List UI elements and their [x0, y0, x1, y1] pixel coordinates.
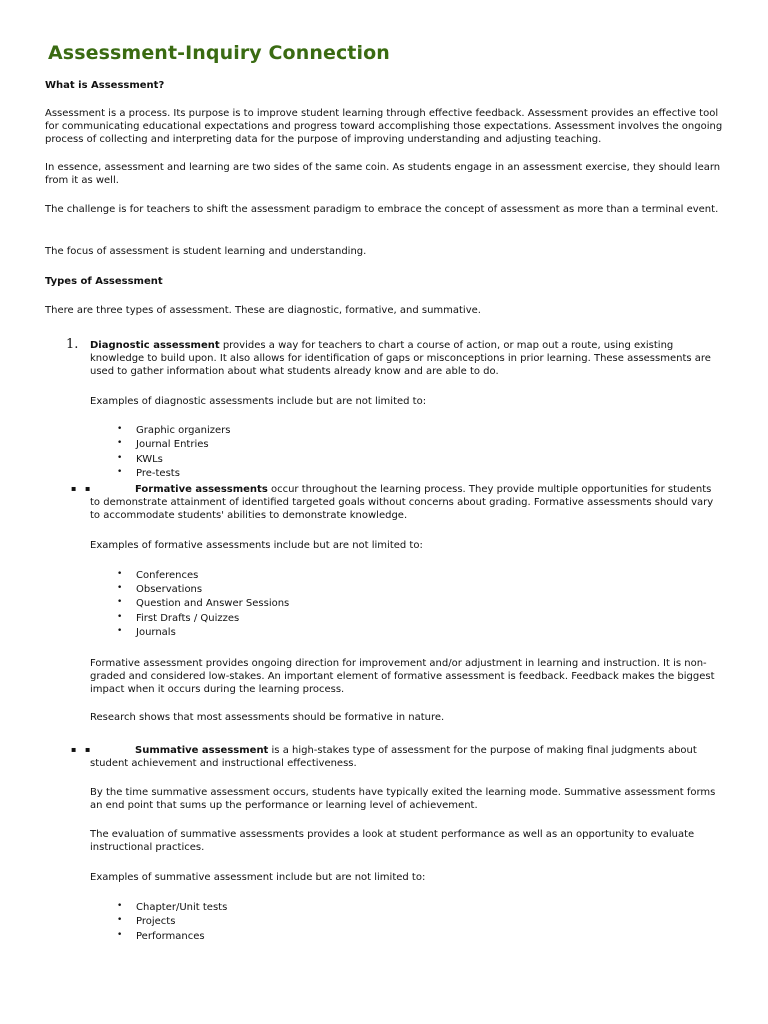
bullet-icon: • — [117, 626, 123, 636]
summative-description: is a high-stakes type of assessment for the purpose of making final judgments about student achievement and instructional effectiveness. — [90, 745, 697, 769]
summative-evaluation: The evaluation of summative assessments provides a look at student performance as well as an opportunity to evaluate instructional practices. — [90, 829, 695, 853]
bullet-icon: • — [117, 583, 123, 593]
bullet-icon: • — [117, 597, 123, 607]
summative-paragraph — [90, 744, 723, 770]
list-item: Conferences — [136, 570, 199, 581]
bullet-icon: • — [117, 424, 123, 434]
diagnostic-term: Diagnostic assessment — [90, 340, 220, 351]
formative-research: Research shows that most assessments should be formative in nature. — [90, 712, 445, 723]
square-bullet-icon: ▪ ▪ — [71, 745, 94, 754]
intro-paragraph-2: In essence, assessment and learning are two sides of the same coin. As students engage in an assessment exercise, they should learn from it as well. — [45, 162, 721, 186]
bullet-icon: • — [117, 438, 123, 448]
list-item: Projects — [136, 916, 176, 927]
list-item: Performances — [136, 931, 205, 942]
list-item: Journal Entries — [136, 439, 209, 450]
intro-paragraph-4: The focus of assessment is student learning and understanding. — [45, 246, 367, 257]
formative-examples-intro: Examples of formative assessments include but are not limited to: — [90, 540, 423, 551]
diagnostic-paragraph — [90, 339, 723, 378]
bullet-icon: • — [117, 453, 123, 463]
bullet-icon: • — [117, 467, 123, 477]
diagnostic-description: provides a way for teachers to chart a course of action, or map out a route, using existing knowledge to build upon. It also allows for identification of gaps or misconceptions in prior learning. These assessments are used to gather information about what students already know and are able to do. — [90, 340, 711, 377]
list-item: Question and Answer Sessions — [136, 598, 290, 609]
list-item: KWLs — [136, 454, 163, 465]
summative-timing: By the time summative assessment occurs, students have typically exited the learning mode. Summative assessment forms an end point that sums up the performance or learning level of achievement. — [90, 787, 716, 811]
page-title: Assessment-Inquiry Connection — [48, 42, 390, 64]
bullet-icon: • — [117, 930, 123, 940]
bullet-icon: • — [117, 915, 123, 925]
types-intro: There are three types of assessment. These are diagnostic, formative, and summative. — [45, 305, 481, 316]
summative-term: Summative assessment — [135, 745, 269, 756]
list-item: Observations — [136, 584, 203, 595]
types-heading: Types of Assessment — [45, 276, 163, 287]
list-item: First Drafts / Quizzes — [136, 613, 240, 624]
bullet-icon: • — [117, 901, 123, 911]
formative-note: Formative assessment provides ongoing direction for improvement and/or adjustment in learning and instruction. It is non-graded and considered low-stakes. An important element of formative assessment is feedback. Feedback makes the biggest impact when it occurs during the learning process. — [90, 658, 715, 695]
formative-term: Formative assessments — [135, 484, 268, 495]
intro-paragraph-3: The challenge is for teachers to shift the assessment paradigm to embrace the concept of assessment as more than a terminal event. — [45, 204, 719, 215]
list-item: Journals — [136, 627, 176, 638]
formative-description: occur throughout the learning process. They provide multiple opportunities for students to demonstrate attainment of identified targeted goals without concerns about grading. Formative assessments should vary to accommodate students' abilities to demonstrate knowledge. — [90, 484, 714, 521]
summative-examples-intro: Examples of summative assessment include but are not limited to: — [90, 872, 426, 883]
bullet-icon: • — [117, 612, 123, 622]
square-bullet-icon: ▪ ▪ — [71, 484, 94, 493]
intro-paragraph-1: Assessment is a process. Its purpose is to improve student learning through effective feedback. Assessment provides an effective tool for communicating educational expectations and progress toward accomplishing those expectations. Assessment involves the ongoing process of collecting and interpreting data for the purpose of improving understanding and adjusting teaching. — [45, 108, 723, 145]
list-number-1: 1. — [66, 337, 79, 352]
list-item: Graphic organizers — [136, 425, 231, 436]
list-item: Pre-tests — [136, 468, 180, 479]
formative-paragraph — [90, 483, 723, 522]
what-heading: What is Assessment? — [45, 80, 165, 91]
list-item: Chapter/Unit tests — [136, 902, 228, 913]
diagnostic-examples-intro: Examples of diagnostic assessments include but are not limited to: — [90, 396, 427, 407]
bullet-icon: • — [117, 569, 123, 579]
